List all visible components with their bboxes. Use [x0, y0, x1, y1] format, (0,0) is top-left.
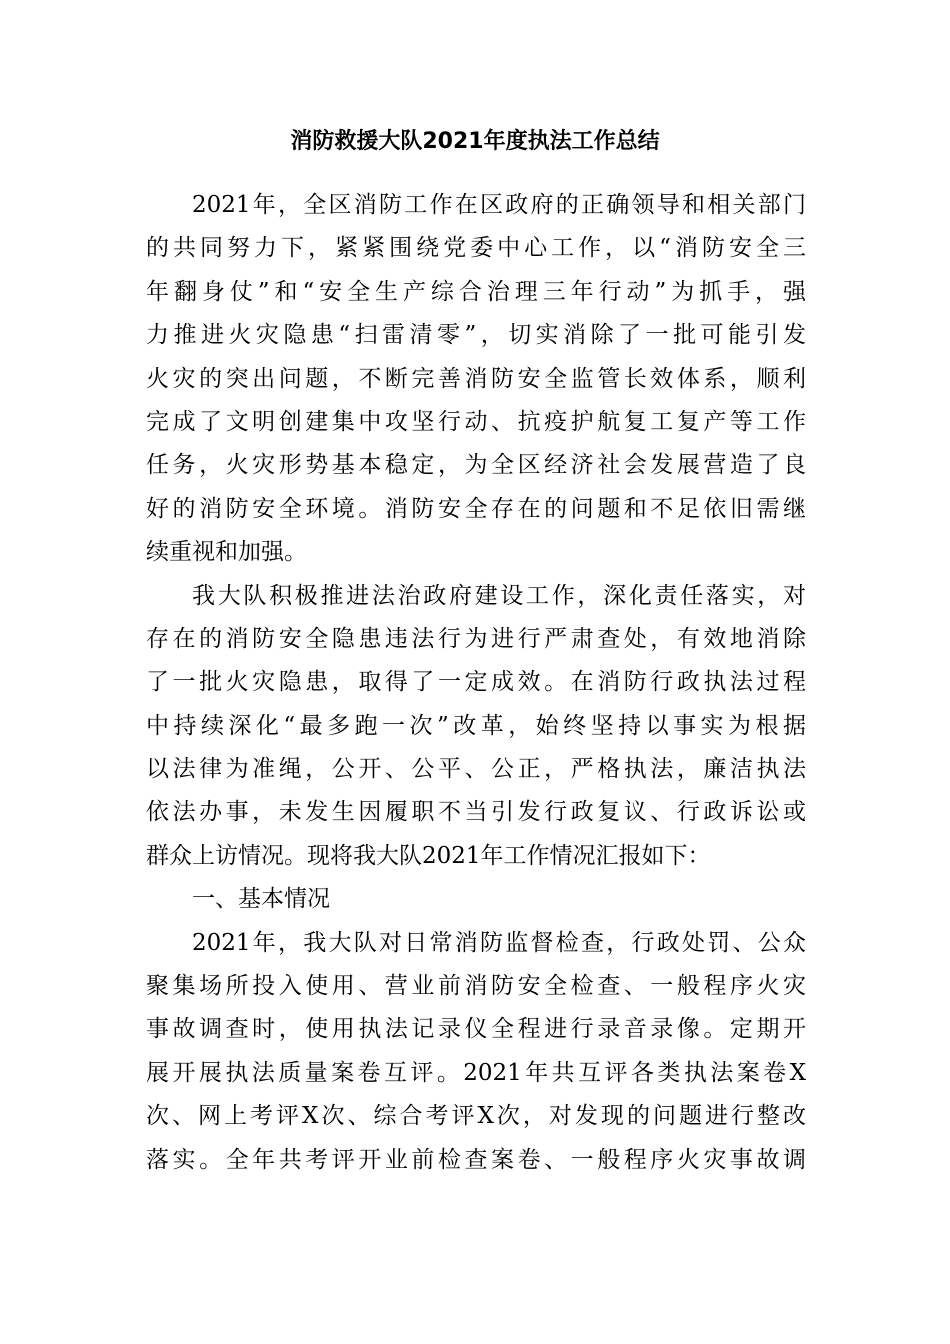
paragraph-basic-situation	[146, 922, 806, 1182]
text-line: 存在的消防安全隐患违法行为进行严肃查处，有效地消除	[146, 625, 806, 652]
text-line: 我大队积极推进法治政府建设工作，深化责任落实，对	[192, 582, 806, 609]
document-title: 消防救援大队2021年度执法工作总结	[290, 129, 660, 154]
text-line: 的共同努力下，紧紧围绕党委中心工作，以“消防安全三	[146, 235, 806, 262]
text-line: 中持续深化“最多跑一次”改革，始终坚持以事实为根据	[146, 712, 806, 739]
paragraph-rule-of-law	[146, 575, 806, 879]
text-line: 了一批火灾隐患，取得了一定成效。在消防行政执法过程	[146, 669, 806, 696]
text-line: 任务，火灾形势基本稳定，为全区经济社会发展营造了良	[146, 452, 806, 479]
text-line: 2021年，我大队对日常消防监督检查，行政处罚、公众	[192, 929, 806, 956]
text-line: 群众上访情况。现将我大队2021年工作情况汇报如下：	[146, 842, 711, 869]
text-line: 续重视和加强。	[146, 539, 307, 566]
section-heading	[146, 878, 806, 921]
text-line: 事故调查时，使用执法记录仪全程进行录音录像。定期开	[146, 1016, 806, 1043]
document-body	[146, 184, 806, 1182]
text-line: 力推进火灾隐患“扫雷清零”，切实消除了一批可能引发	[146, 322, 806, 349]
section-heading-text: 一、基本情况	[192, 886, 330, 913]
text-line: 依法办事，未发生因履职不当引发行政复议、行政诉讼或	[146, 799, 806, 826]
text-line: 以法律为准绳，公开、公平、公正，严格执法，廉洁执法	[146, 756, 806, 783]
text-line: 完成了文明创建集中攻坚行动、抗疫护航复工复产等工作	[146, 408, 806, 435]
text-line: 展开展执法质量案卷互评。2021年共互评各类执法案卷X	[146, 1059, 806, 1086]
text-line: 年翻身仗”和“安全生产综合治理三年行动”为抓手，强	[146, 278, 806, 305]
paragraph-intro	[146, 184, 806, 575]
text-line: 好的消防安全环境。消防安全存在的问题和不足依旧需继	[146, 495, 806, 522]
text-line: 聚集场所投入使用、营业前消防安全检查、一般程序火灾	[146, 973, 806, 1000]
text-line: 落实。全年共考评开业前检查案卷、一般程序火灾事故调	[146, 1146, 806, 1173]
text-line: 火灾的突出问题，不断完善消防安全监管长效体系，顺利	[146, 365, 806, 392]
text-line: 次、网上考评X次、综合考评X次，对发现的问题进行整改	[146, 1103, 806, 1130]
text-line: 2021年，全区消防工作在区政府的正确领导和相关部门	[192, 192, 806, 218]
